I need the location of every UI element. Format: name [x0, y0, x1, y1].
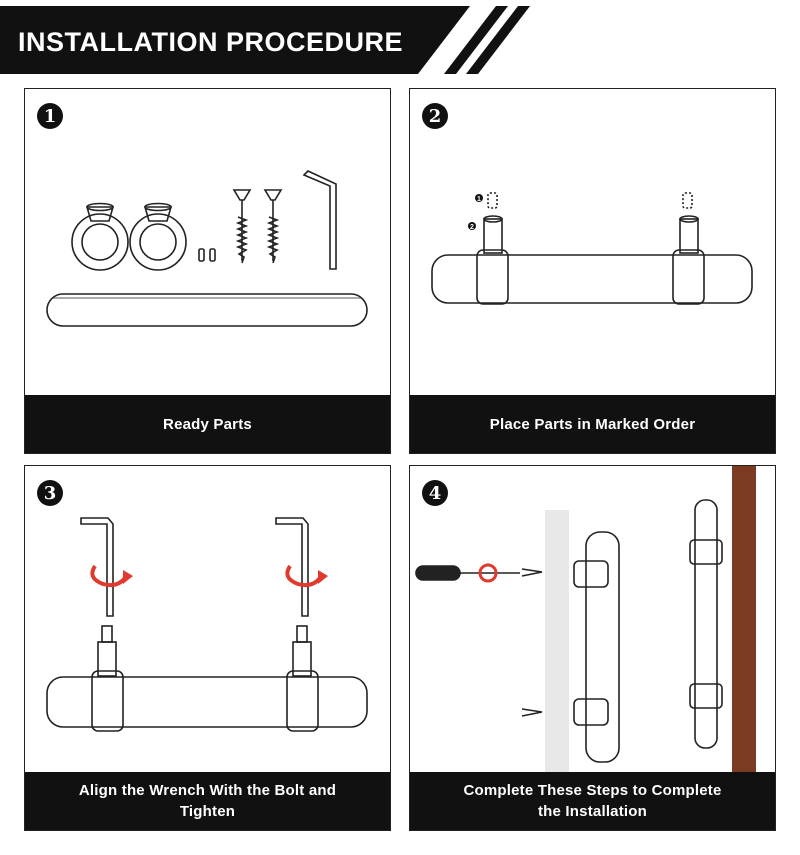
- step-caption: [410, 772, 775, 830]
- parts-illustration: [25, 89, 391, 394]
- step-caption-text: Align the Wrench With the Bolt and Tighten: [78, 782, 337, 820]
- step-caption: [410, 395, 775, 453]
- rotate-arrow-icon: [92, 566, 125, 585]
- page-title: INSTALLATION PROCEDURE: [18, 27, 403, 57]
- mounting-illustration: [410, 466, 776, 776]
- step-caption-text: Ready Parts: [163, 415, 252, 433]
- step-caption-text: Complete These Steps to Complete the Installation: [463, 782, 722, 820]
- step-number-badge: 4: [422, 480, 448, 506]
- step-panel-4: [409, 465, 776, 831]
- order-marker-1: 1: [477, 196, 481, 203]
- order-marker-2: 2: [470, 224, 474, 231]
- step-number-badge: 2: [422, 103, 448, 129]
- step-number-badge: 1: [37, 103, 63, 129]
- rotate-arrow-icon: [287, 566, 320, 585]
- step-number-badge: 3: [37, 480, 63, 506]
- header-banner: [0, 0, 800, 80]
- step-caption-text: Place Parts in Marked Order: [489, 415, 696, 433]
- tighten-illustration: [25, 466, 391, 776]
- step-caption: [25, 772, 390, 830]
- door-edge: [732, 466, 756, 776]
- step-panel-1: [24, 88, 391, 454]
- step-panel-2: [409, 88, 776, 454]
- step-caption: [25, 395, 390, 453]
- screwdriver-icon: [416, 566, 460, 580]
- assembly-order-illustration: [410, 89, 776, 394]
- step-panel-3: [24, 465, 391, 831]
